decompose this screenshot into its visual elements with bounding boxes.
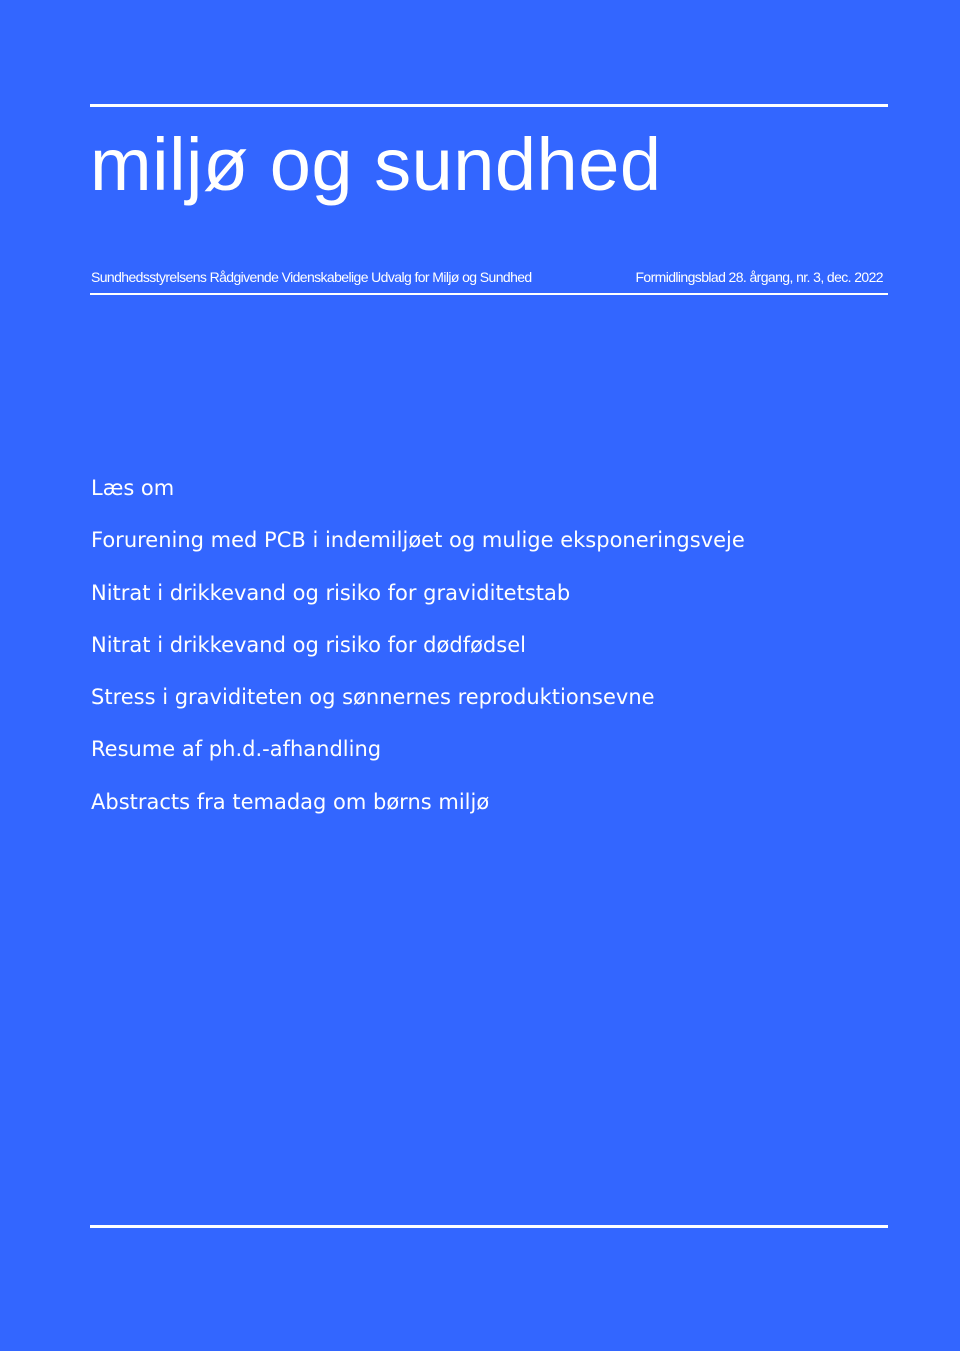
top-divider (90, 104, 888, 107)
contents-heading: Læs om (91, 476, 175, 500)
contents-item: Forurening med PCB i indemiljøet og mulige eksponeringsveje (91, 528, 745, 553)
subheader-divider (90, 293, 888, 295)
contents-item: Stress i graviditeten og sønnernes reproduktionsevne (91, 685, 655, 710)
contents-item: Resume af ph.d.-afhandling (91, 737, 382, 762)
page-title: miljø og sundhed (90, 123, 662, 206)
publisher-line: Sundhedsstyrelsens Rådgivende Videnskabelige Udvalg for Miljø og Sundhed (91, 269, 532, 285)
contents-item: Nitrat i drikkevand og risiko for graviditetstab (91, 580, 571, 605)
contents-list (91, 474, 745, 840)
contents-item: Abstracts fra temadag om børns miljø (91, 789, 490, 814)
issue-line: Formidlingsblad 28. årgang, nr. 3, dec. 2022 (635, 269, 883, 285)
contents-item: Nitrat i drikkevand og risiko for dødfødsel (91, 632, 526, 657)
bottom-divider (90, 1225, 888, 1228)
